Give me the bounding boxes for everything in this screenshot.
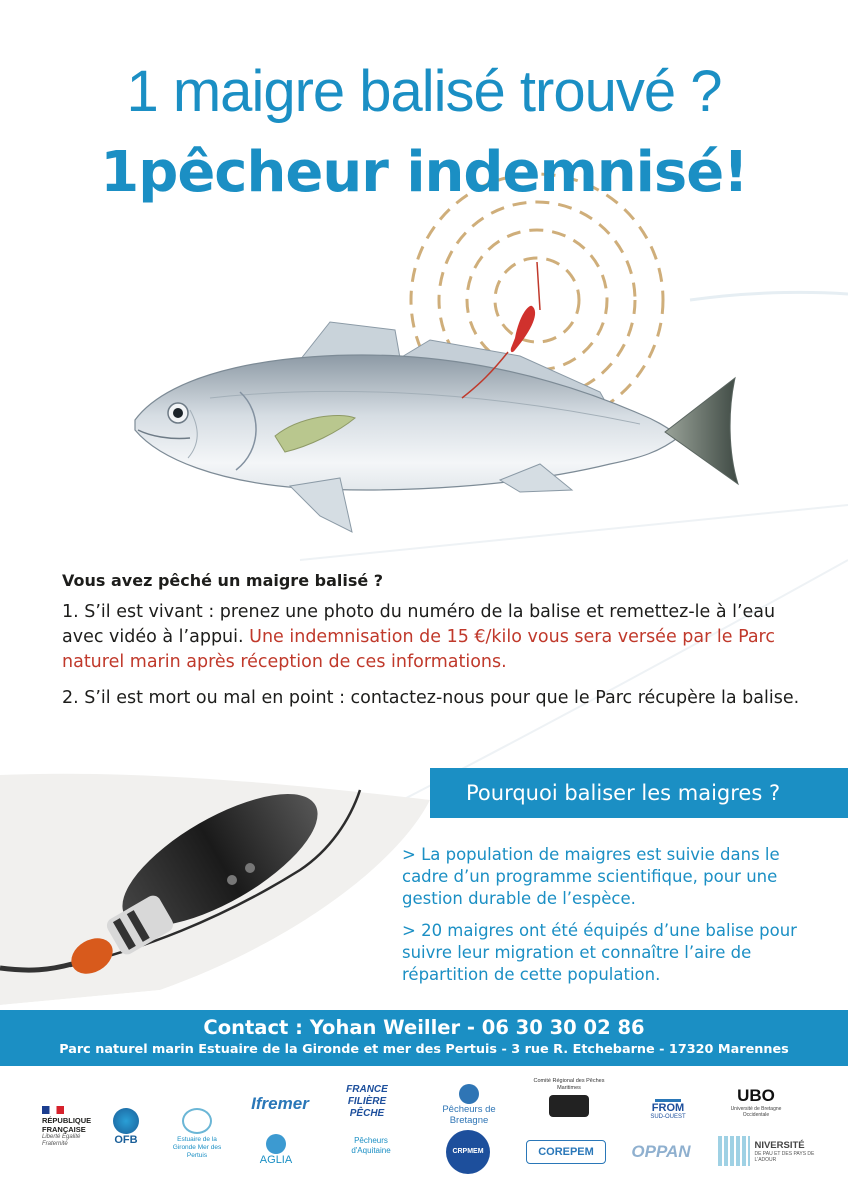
ofb-emblem-icon: [113, 1108, 139, 1134]
parc-label: Estuaire de la Gironde Mer des Pertuis: [172, 1136, 222, 1159]
from-label: FROM: [651, 1102, 685, 1114]
crpmem-label: CRPMEM: [446, 1130, 490, 1174]
france-filiere-peche-logo: [332, 1084, 402, 1120]
ofb-logo: [106, 1108, 146, 1146]
ubo-label: UBO: [737, 1086, 775, 1105]
ifremer-label: Ifremer: [251, 1094, 309, 1113]
ifremer-logo: [238, 1094, 322, 1114]
ubo-logo: [730, 1086, 782, 1118]
flag-icon: [42, 1106, 64, 1114]
instruction-item-1-text: 1. S’il est vivant : prenez une photo du numéro de la balise et remettez-le à l’eau avec vidéo à l’appui.: [62, 602, 776, 647]
parc-emblem-icon: [182, 1108, 212, 1134]
instructions-title: Vous avez pêché un maigre balisé ?: [62, 571, 384, 590]
pecheurs-bretagne-label: Pêcheurs de Bretagne: [442, 1104, 496, 1126]
republique-francaise-logo: [42, 1106, 100, 1148]
indemnity-notice: Une indemnisation de 15 €/kilo vous sera versée par le Parc naturel marin après réception de ces informations.: [62, 627, 775, 672]
contact-band: [0, 1010, 848, 1066]
headline-line-1: 1 maigre balisé trouvé ?: [126, 59, 722, 124]
comite-regional-logo: [528, 1078, 610, 1117]
crpmem-logo: [446, 1130, 494, 1174]
corepem-logo: [526, 1140, 606, 1164]
pecheurs-aquitaine-label: Pêcheurs d'Aquitaine: [351, 1136, 391, 1155]
oppan-logo: [624, 1142, 698, 1162]
contact-line: Contact : Yohan Weiller - 06 30 30 02 86: [203, 1016, 645, 1039]
universite-label: NIVERSITÉ: [754, 1139, 805, 1151]
republique-motto: Liberté Égalité Fraternité: [42, 1134, 81, 1147]
aglia-label: AGLIA: [259, 1154, 293, 1166]
pecheurs-bretagne-logo: [436, 1084, 502, 1126]
instruction-item-1: [62, 600, 802, 675]
contact-address: Parc naturel marin Estuaire de la Gironde et mer des Pertuis - 3 rue R. Etchebarne - 17320 Marennes: [59, 1042, 789, 1057]
ubo-sub-label: Université de Bretagne Occidentale: [730, 1106, 782, 1118]
why-section-title: Pourquoi baliser les maigres ?: [430, 768, 848, 818]
partner-logos: [0, 1072, 848, 1200]
universite-pattern-icon: [718, 1136, 750, 1166]
comite-fish-icon: [549, 1095, 589, 1117]
from-sud-ouest-logo: [644, 1086, 692, 1120]
instruction-item-2: 2. S’il est mort ou mal en point : contactez-nous pour que le Parc récupère la balise.: [62, 688, 800, 708]
pecheurs-aquitaine-logo: [344, 1136, 398, 1156]
oppan-label: OPPAN: [631, 1142, 691, 1161]
france-filiere-label: FRANCE FILIÈRE PÊCHE: [346, 1084, 388, 1119]
aglia-logo: [250, 1134, 302, 1166]
meagre-fish-illustration: [135, 322, 738, 532]
why-point-1: > La population de maigres est suivie dans le cadre d’un programme scientifique, pour une gestion durable de l’espèce.: [402, 845, 780, 908]
from-sub-label: SUD-OUEST: [650, 1114, 686, 1120]
headline-line-2: 1pêcheur indemnisé!: [100, 140, 748, 205]
parc-marin-logo: [166, 1108, 228, 1160]
why-point-2: > 20 maigres ont été équipés d’une balise pour suivre leur migration et connaître l’aire de répartition de cette population.: [402, 921, 797, 984]
from-boat-icon: [655, 1086, 681, 1102]
universite-pau-logo: [718, 1136, 828, 1166]
ofb-label: OFB: [114, 1134, 138, 1146]
universite-sub-label: DE PAU ET DES PAYS DE L'ADOUR: [754, 1150, 815, 1163]
corepem-label: COREPEM: [526, 1140, 606, 1164]
pecheurs-bretagne-icon: [459, 1084, 479, 1104]
aglia-emblem-icon: [266, 1134, 286, 1154]
republique-label: RÉPUBLIQUE FRANÇAISE: [42, 1116, 92, 1134]
comite-label: Comité Régional des Pêches Maritimes: [533, 1078, 605, 1091]
